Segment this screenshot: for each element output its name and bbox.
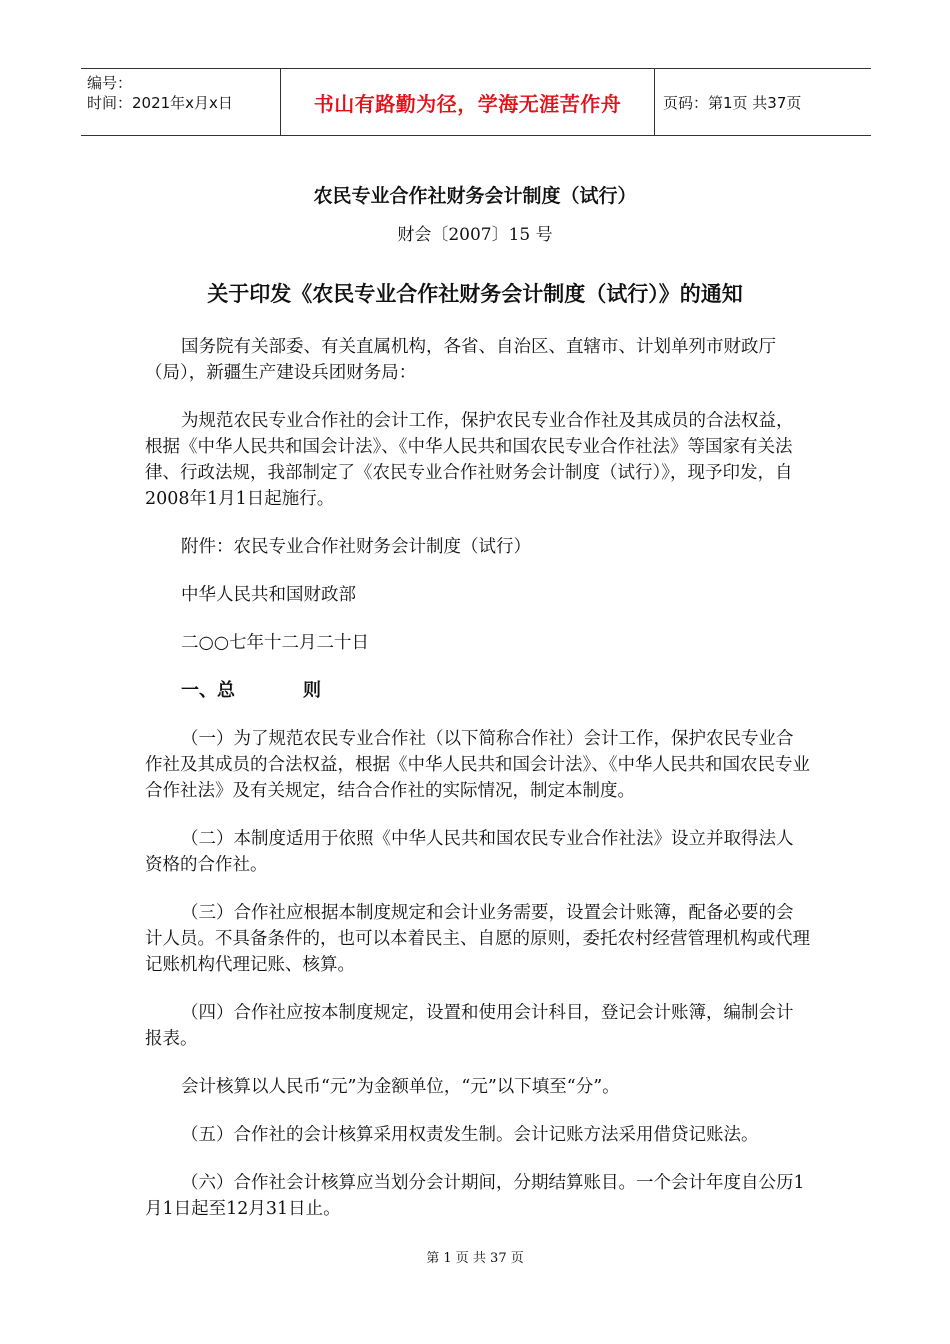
article-2: （二）本制度适用于依照《中华人民共和国农民专业合作社法》设立并取得法人资格的合作社。 — [145, 829, 794, 875]
document-body — [145, 334, 810, 1244]
paragraph-issuer: 中华人民共和国财政部 — [181, 585, 356, 605]
section-heading-suffix: 则 — [303, 680, 321, 701]
article-3: （三）合作社应根据本制度规定和会计业务需要，设置会计账簿，配备必要的会计人员。不具备条件的，也可以本着民主、自愿的原则，委托农村经营管理机构或代理记账机构代理记账、核算。 — [145, 903, 810, 975]
page-footer: 第 1 页 共 37 页 — [426, 1251, 524, 1266]
section-heading — [145, 678, 810, 704]
article-4: （四）合作社应按本制度规定，设置和使用会计科目，登记会计账簿，编制会计报表。 — [145, 1003, 794, 1049]
number-label: 编号： — [87, 74, 133, 92]
header-meta — [81, 69, 281, 135]
article-6: （六）合作社会计核算应当划分会计期间，分期结算账目。一个会计年度自公历1月1日起至12月31日止。 — [145, 1173, 805, 1219]
paragraph-purpose: 为规范农民专业合作社的会计工作，保护农民专业合作社及其成员的合法权益，根据《中华人民共和国会计法》、《中华人民共和国农民专业合作社法》等国家有关法律、行政法规，我部制定了《农民专业合作社财务会计制度（试行）》，现予印发，自2008年1月1日起施行。 — [145, 411, 794, 509]
paragraph-date: 二○○七年十二月二十日 — [181, 633, 370, 653]
paragraph-addressees: 国务院有关部委、有关直属机构，各省、自治区、直辖市、计划单列市财政厅（局），新疆生产建设兵团财务局： — [145, 337, 776, 383]
header-motto: 书山有路勤为径，学海无涯苦作舟 — [281, 69, 655, 135]
article-4-note: 会计核算以人民币“元”为金额单位，“元”以下填至“分”。 — [181, 1077, 620, 1097]
article-1: （一）为了规范农民专业合作社（以下简称合作社）会计工作，保护农民专业合作社及其成员的合法权益，根据《中华人民共和国会计法》、《中华人民共和国农民专业合作社法》及有关规定，结合合作社的实际情况，制定本制度。 — [145, 729, 810, 801]
document-number: 财会〔2007〕15 号 — [397, 225, 553, 245]
page-header — [81, 68, 871, 136]
section-heading-prefix: 一、总 — [181, 680, 235, 701]
document-title: 农民专业合作社财务会计制度（试行） — [313, 185, 637, 207]
notice-title: 关于印发《农民专业合作社财务会计制度（试行）》的通知 — [207, 282, 743, 306]
date-label: 时间：2021年x月x日 — [87, 94, 233, 112]
article-5: （五）合作社的会计核算采用权责发生制。会计记账方法采用借贷记账法。 — [181, 1125, 759, 1145]
header-page-info: 页码：第1页 共37页 — [663, 93, 802, 112]
paragraph-attachment: 附件：农民专业合作社财务会计制度（试行） — [181, 537, 531, 557]
